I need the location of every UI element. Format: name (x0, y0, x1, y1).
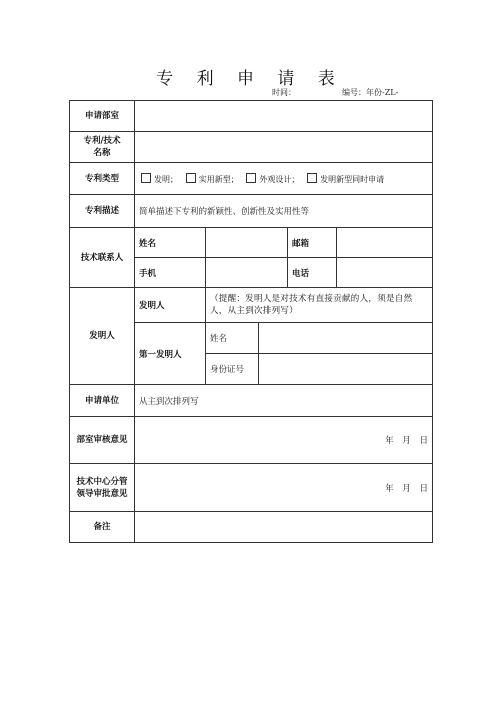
name-label-line2: 名称 (93, 148, 111, 158)
department-field[interactable] (135, 101, 433, 132)
option-design-label: 外观设计； (259, 174, 300, 184)
name-label (70, 132, 135, 163)
contact-name-field[interactable] (206, 228, 288, 258)
name-field[interactable] (135, 132, 433, 163)
remarks-label: 备注 (70, 512, 135, 543)
applicant-field[interactable]: 从主到次排列写 (135, 385, 433, 417)
description-row (70, 195, 433, 228)
inventors-label: 发明人 (135, 288, 206, 323)
name-row (70, 132, 433, 163)
remarks-field[interactable] (135, 512, 433, 543)
leader-review-field[interactable]: 年 月 日 (135, 464, 433, 512)
leader-review-row (70, 464, 433, 512)
applicant-label: 申请单位 (70, 385, 135, 417)
contact-email-label: 邮箱 (288, 228, 337, 258)
option-simultaneous-label: 发明新型同时申请 (320, 174, 385, 184)
checkbox-utility-model[interactable] (186, 173, 196, 183)
leader-review-label (70, 464, 135, 512)
dept-review-row (70, 417, 433, 464)
dept-review-field[interactable]: 年 月 日 (135, 417, 433, 464)
contact-phone-field[interactable] (206, 258, 288, 288)
inventor-name-label: 姓名 (206, 323, 259, 354)
checkbox-design[interactable] (246, 173, 256, 183)
department-row (70, 101, 433, 132)
patent-application-form (69, 100, 433, 543)
contact-email-field[interactable] (337, 228, 433, 258)
applicant-row (70, 385, 433, 417)
option-invention-label: 发明； (154, 174, 178, 184)
department-label: 申请部室 (70, 101, 135, 132)
inventor-hint[interactable]: （提醒：发明人是对技术有直接贡献的人，须是自然人，从主到次排列写） (206, 288, 433, 323)
dept-review-label: 部室审核意见 (70, 417, 135, 464)
contact-tel-label: 电话 (288, 258, 337, 288)
checkbox-simultaneous[interactable] (307, 173, 317, 183)
inventor-id-field[interactable] (259, 354, 433, 385)
contact-name-label: 姓名 (135, 228, 206, 258)
inventor-label: 发明人 (70, 288, 135, 385)
type-label: 专利类型 (70, 163, 135, 195)
number-label: 编号：年份-ZL- (342, 88, 399, 97)
remarks-row (70, 512, 433, 543)
contact-phone-label: 手机 (135, 258, 206, 288)
option-utility-model-label: 实用新型； (198, 174, 239, 184)
contact-tel-field[interactable] (337, 258, 433, 288)
inventor-row-1 (70, 288, 433, 323)
name-label-line1: 专利/技术 (83, 136, 121, 146)
contact-row-1 (70, 228, 433, 258)
type-row (70, 163, 433, 195)
type-options (135, 163, 433, 195)
time-label: 时间： (272, 88, 296, 97)
checkbox-invention[interactable] (141, 173, 151, 183)
leader-review-label-line1: 技术中心分管 (76, 476, 128, 487)
contact-label: 技术联系人 (70, 228, 135, 288)
description-label: 专利描述 (70, 195, 135, 228)
inventor-name-field[interactable] (259, 323, 433, 354)
page-title: 专 利 申 请 表 (156, 69, 344, 89)
description-field[interactable]: 简单描述下专利的新颖性、创新性及实用性等 (135, 195, 433, 228)
inventor-id-label: 身份证号 (206, 354, 259, 385)
first-inventor-label: 第一发明人 (135, 323, 206, 385)
leader-review-label-line2: 领导审批意见 (76, 488, 128, 499)
